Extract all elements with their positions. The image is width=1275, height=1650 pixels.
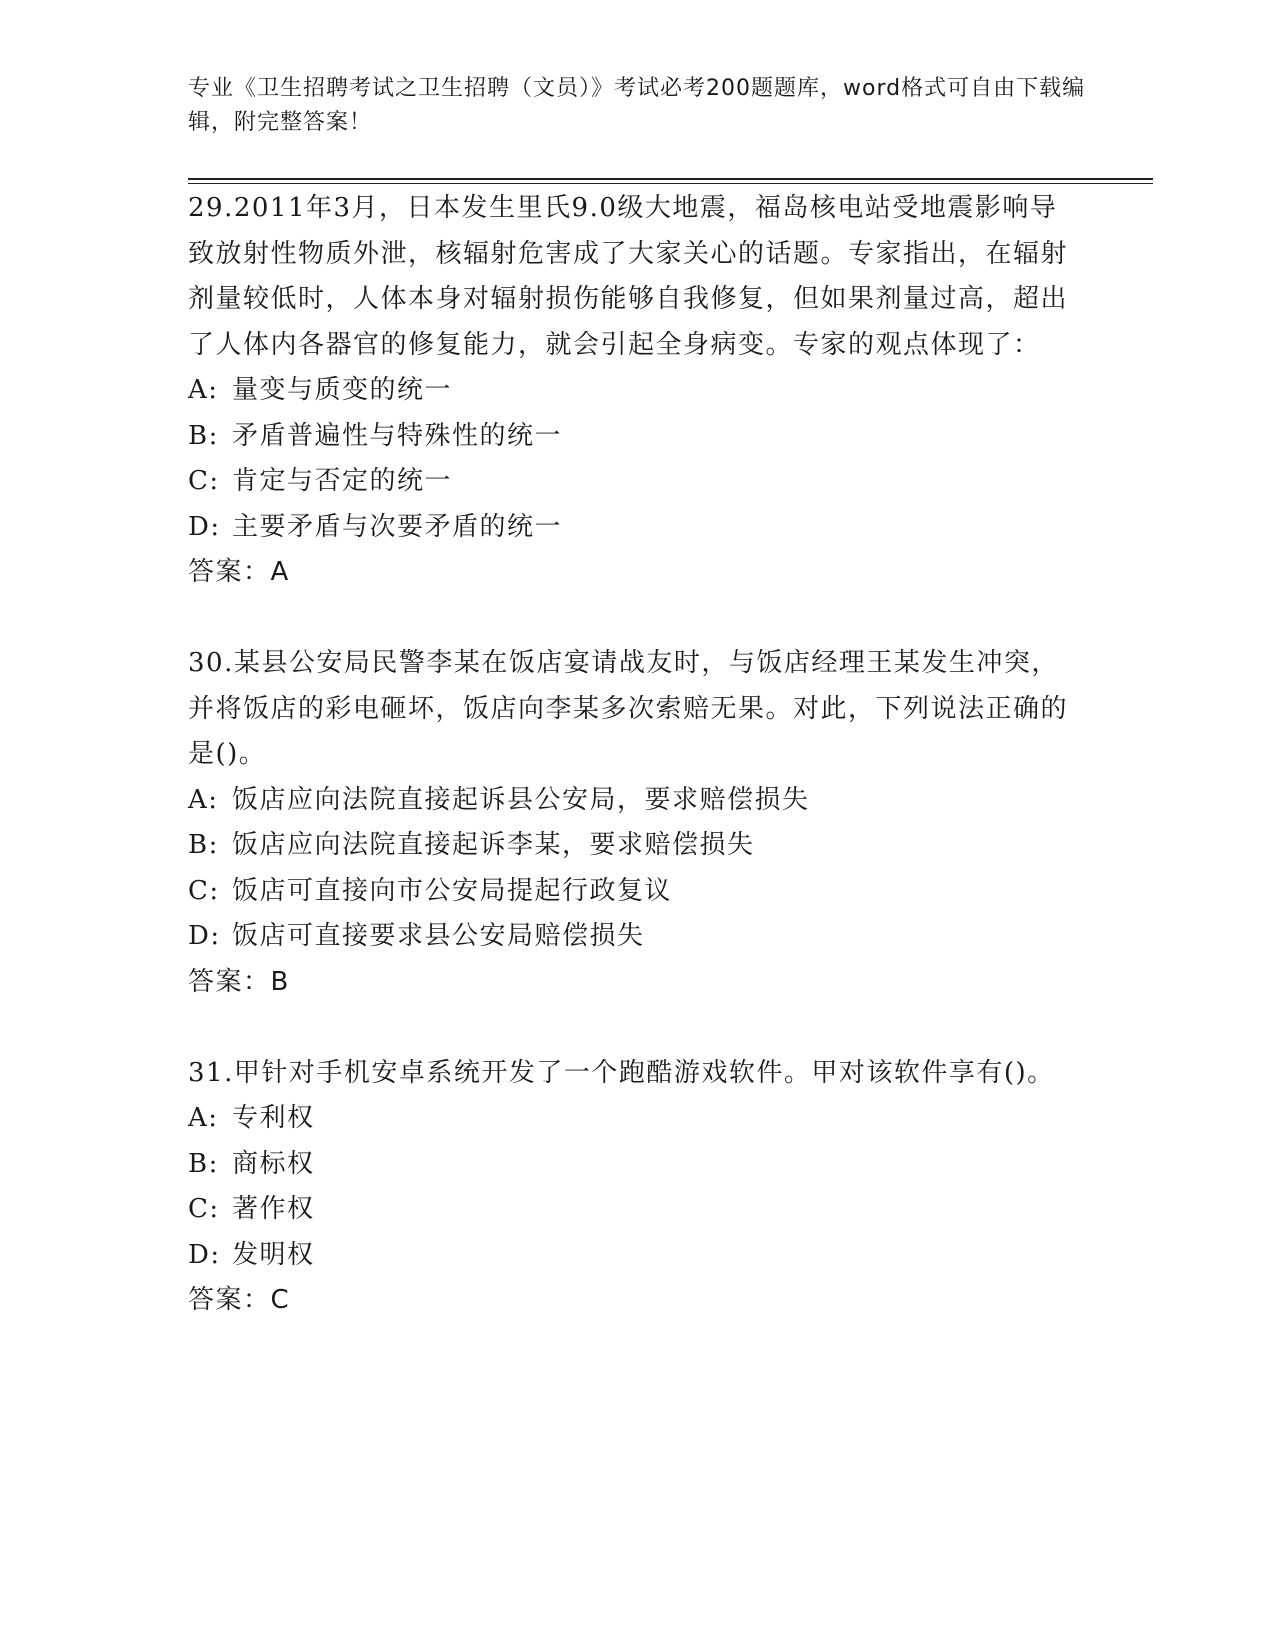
option-text: 量变与质变的统一 [232, 375, 453, 405]
option-letter: A: [188, 375, 219, 405]
option-text: 饭店可直接要求县公安局赔偿损失 [232, 921, 645, 951]
answer: 答案：C [188, 1285, 291, 1315]
answer: 答案：A [188, 557, 290, 587]
option-letter: D: [188, 511, 221, 542]
option-text: 主要矛盾与次要矛盾的统一 [232, 511, 563, 542]
question-text: 31.甲针对手机安卓系统开发了一个跑酷游戏软件。甲对该软件享有()。 [188, 1057, 1055, 1088]
option-text: 著作权 [232, 1194, 315, 1224]
option-b [188, 414, 1078, 460]
question-29 [188, 186, 1078, 596]
question-text: 29.2011年3月，日本发生里氏9.0级大地震，福岛核电站受地震影响导致放射性物质外泄，核辐射危害成了大家关心的话题。专家指出，在辐射剂量较低时，人体本身对辐射损伤能够自我修复，但如果剂量过高，超出了人体内各器官的修复能力，就会引起全身病变。专家的观点体现了： [188, 193, 1069, 360]
option-text: 矛盾普遍性与特殊性的统一 [232, 420, 563, 451]
option-letter: D: [188, 1239, 221, 1270]
option-letter: B: [188, 830, 219, 860]
option-b [188, 1142, 1078, 1188]
option-c [188, 1187, 1078, 1233]
option-text: 饭店应向法院直接起诉县公安局，要求赔偿损失 [232, 784, 810, 815]
option-letter: A: [188, 1103, 219, 1133]
option-d [188, 505, 1078, 551]
option-text: 饭店应向法院直接起诉李某，要求赔偿损失 [232, 830, 755, 860]
option-a [188, 368, 1078, 414]
document-header: 专业《卫生招聘考试之卫生招聘（文员）》考试必考200题题库，word格式可自由下载编辑，附完整答案！ [188, 76, 1086, 135]
option-letter: C: [188, 875, 220, 906]
header-divider [188, 178, 1153, 184]
question-list [188, 186, 1078, 1324]
question-text: 30.某县公安局民警李某在饭店宴请战友时，与饭店经理王某发生冲突，并将饭店的彩电砸坏，饭店向李某多次索赔无果。对此，下列说法正确的是()。 [188, 648, 1069, 769]
option-a [188, 778, 1078, 824]
option-a [188, 1096, 1078, 1142]
question-30 [188, 641, 1078, 1005]
option-d [188, 1233, 1078, 1279]
option-letter: C: [188, 466, 220, 496]
option-letter: B: [188, 420, 219, 451]
option-d [188, 914, 1078, 960]
option-letter: D: [188, 921, 221, 951]
option-c [188, 869, 1078, 915]
option-letter: B: [188, 1148, 219, 1179]
option-letter: A: [188, 784, 219, 815]
option-text: 饭店可直接向市公安局提起行政复议 [232, 875, 673, 906]
option-letter: C: [188, 1194, 220, 1224]
option-text: 肯定与否定的统一 [232, 466, 453, 496]
option-text: 专利权 [232, 1103, 315, 1133]
question-31 [188, 1051, 1078, 1324]
option-b [188, 823, 1078, 869]
option-text: 发明权 [232, 1239, 315, 1270]
option-c [188, 459, 1078, 505]
option-text: 商标权 [232, 1148, 315, 1179]
answer: 答案：B [188, 966, 290, 997]
